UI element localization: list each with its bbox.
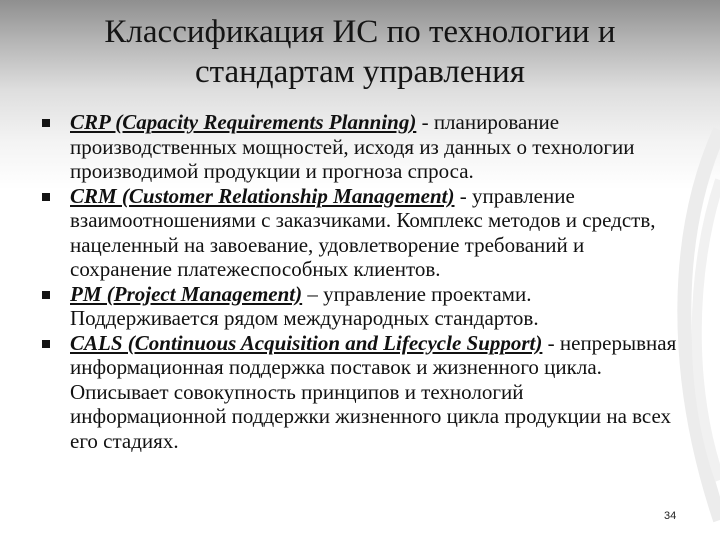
square-bullet-icon	[42, 340, 50, 348]
square-bullet-icon	[42, 119, 50, 127]
bullet-item-pm	[42, 282, 682, 331]
bullet-text: - управление взаимоотношениями с заказчиками. Комплекс методов и средств, нацеленный на завоевание, удовлетворение требований и сохранение платежеспособных клиентов.	[70, 183, 656, 281]
bullet-item-crp	[42, 110, 682, 184]
bullet-item-crm	[42, 184, 682, 282]
square-bullet-icon	[42, 193, 50, 201]
bullet-text: - непрерывная информационная поддержка поставок и жизненного цикла. Описывает совокупность принципов и технологий информационной поддержки жизненного цикла продукции на всех его стадиях.	[70, 330, 677, 453]
bullet-term: CRP (Capacity Requirements Planning)	[70, 110, 417, 134]
bullet-term: CALS (Continuous Acquisition and Lifecycle Support)	[70, 330, 543, 355]
title-line-1: Классификация ИС по технологии и	[104, 14, 616, 50]
slide-title	[40, 12, 680, 92]
bullet-term: PM (Project Management)	[70, 281, 303, 306]
bullet-text: – управление проектами. Поддерживается рядом международных стандартов.	[70, 281, 539, 330]
square-bullet-icon	[42, 291, 50, 299]
bullet-item-cals	[42, 331, 682, 454]
bullet-text: - планирование производственных мощностей, исходя из данных о технологии производимой продукции и прогноза спроса.	[70, 110, 635, 183]
title-line-2: стандартам управления	[195, 54, 525, 90]
bullet-list	[42, 110, 682, 453]
bullet-term: CRM (Customer Relationship Management)	[70, 183, 455, 208]
page-number: 34	[664, 510, 677, 522]
